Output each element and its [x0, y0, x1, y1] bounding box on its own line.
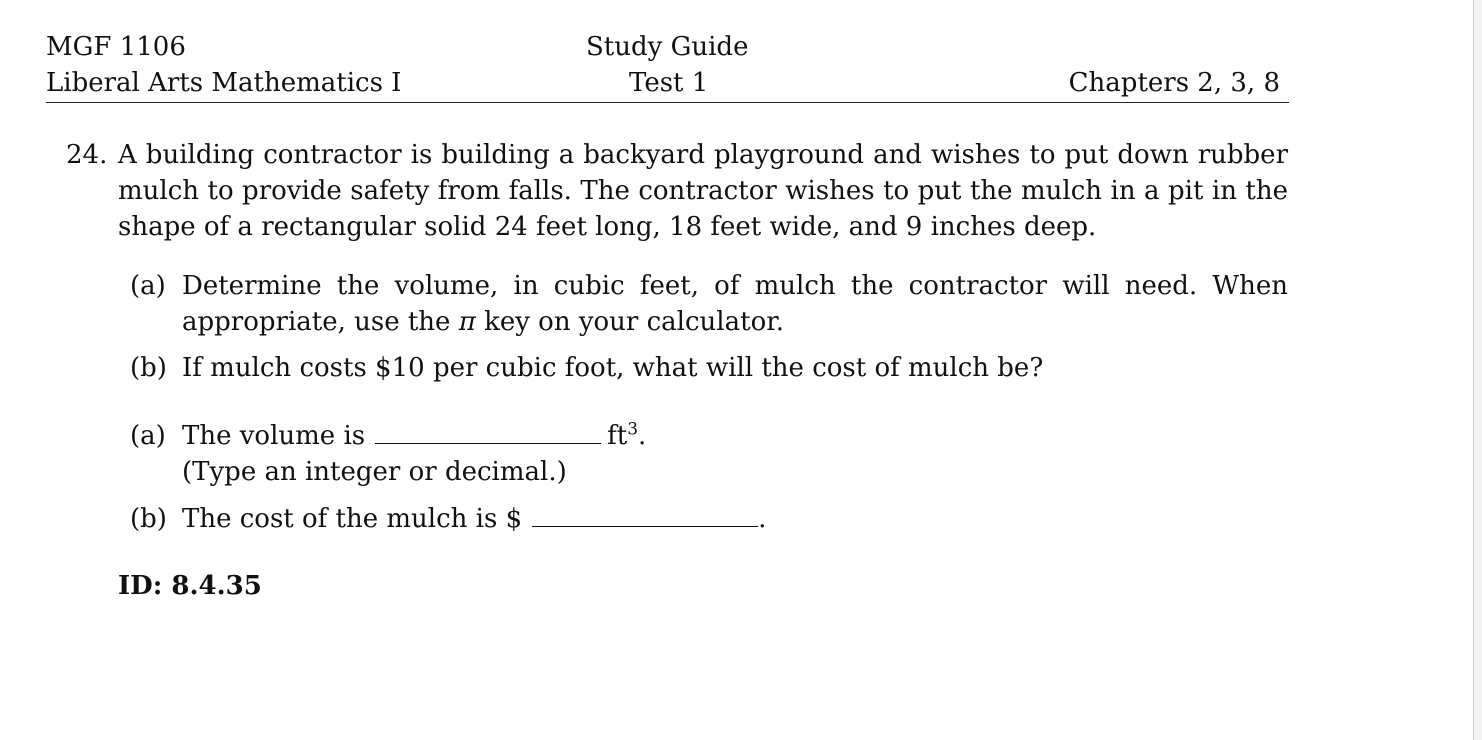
course-code: MGF 1106 — [46, 32, 186, 62]
answer-a-note: (Type an integer or decimal.) — [182, 457, 567, 487]
problem-number: 24. — [66, 140, 108, 170]
cost-answer-blank[interactable] — [532, 525, 758, 527]
window-edge — [1473, 0, 1482, 740]
header-rule — [46, 102, 1289, 103]
volume-unit: ft — [607, 421, 628, 451]
answer-b-label: (b) — [130, 504, 167, 534]
course-name: Liberal Arts Mathematics I — [46, 68, 402, 98]
part-a-label: (a) — [130, 271, 166, 301]
volume-answer-blank[interactable] — [375, 442, 601, 444]
part-b-label: (b) — [130, 353, 167, 383]
answer-b-prefix: The cost of the mulch is $ — [182, 504, 523, 534]
answer-a-suffix: . — [638, 421, 647, 451]
answer-a-label: (a) — [130, 421, 166, 451]
part-b-question: If mulch costs $10 per cubic foot, what will the cost of mulch be? — [182, 353, 1044, 383]
volume-unit-exponent: 3 — [627, 419, 639, 440]
part-a-text-after: key on your calculator. — [484, 307, 785, 337]
document-subtitle: Test 1 — [629, 68, 709, 98]
problem-statement: A building contractor is building a backyard playground and wishes to put down rubber mulch to provide safety from falls. The contractor wishes to put the mulch in a pit in the shape of a rectangular solid 24 feet long, 18 feet wide, and 9 inches deep. — [118, 140, 1288, 242]
answer-b-suffix: . — [758, 504, 767, 534]
answer-a-prefix: The volume is — [182, 421, 366, 451]
answer-a-line — [182, 418, 646, 454]
chapters-label: Chapters 2, 3, 8 — [1068, 68, 1280, 98]
problem-id: ID: 8.4.35 — [118, 571, 262, 601]
part-a-text-before: Determine the volume, in cubic feet, of mulch the contractor will need. When appropriate, use the — [182, 271, 1288, 337]
part-a-question — [182, 268, 1288, 340]
pi-symbol: π — [458, 307, 476, 337]
document-title: Study Guide — [586, 32, 749, 62]
answer-b-line — [182, 501, 766, 537]
